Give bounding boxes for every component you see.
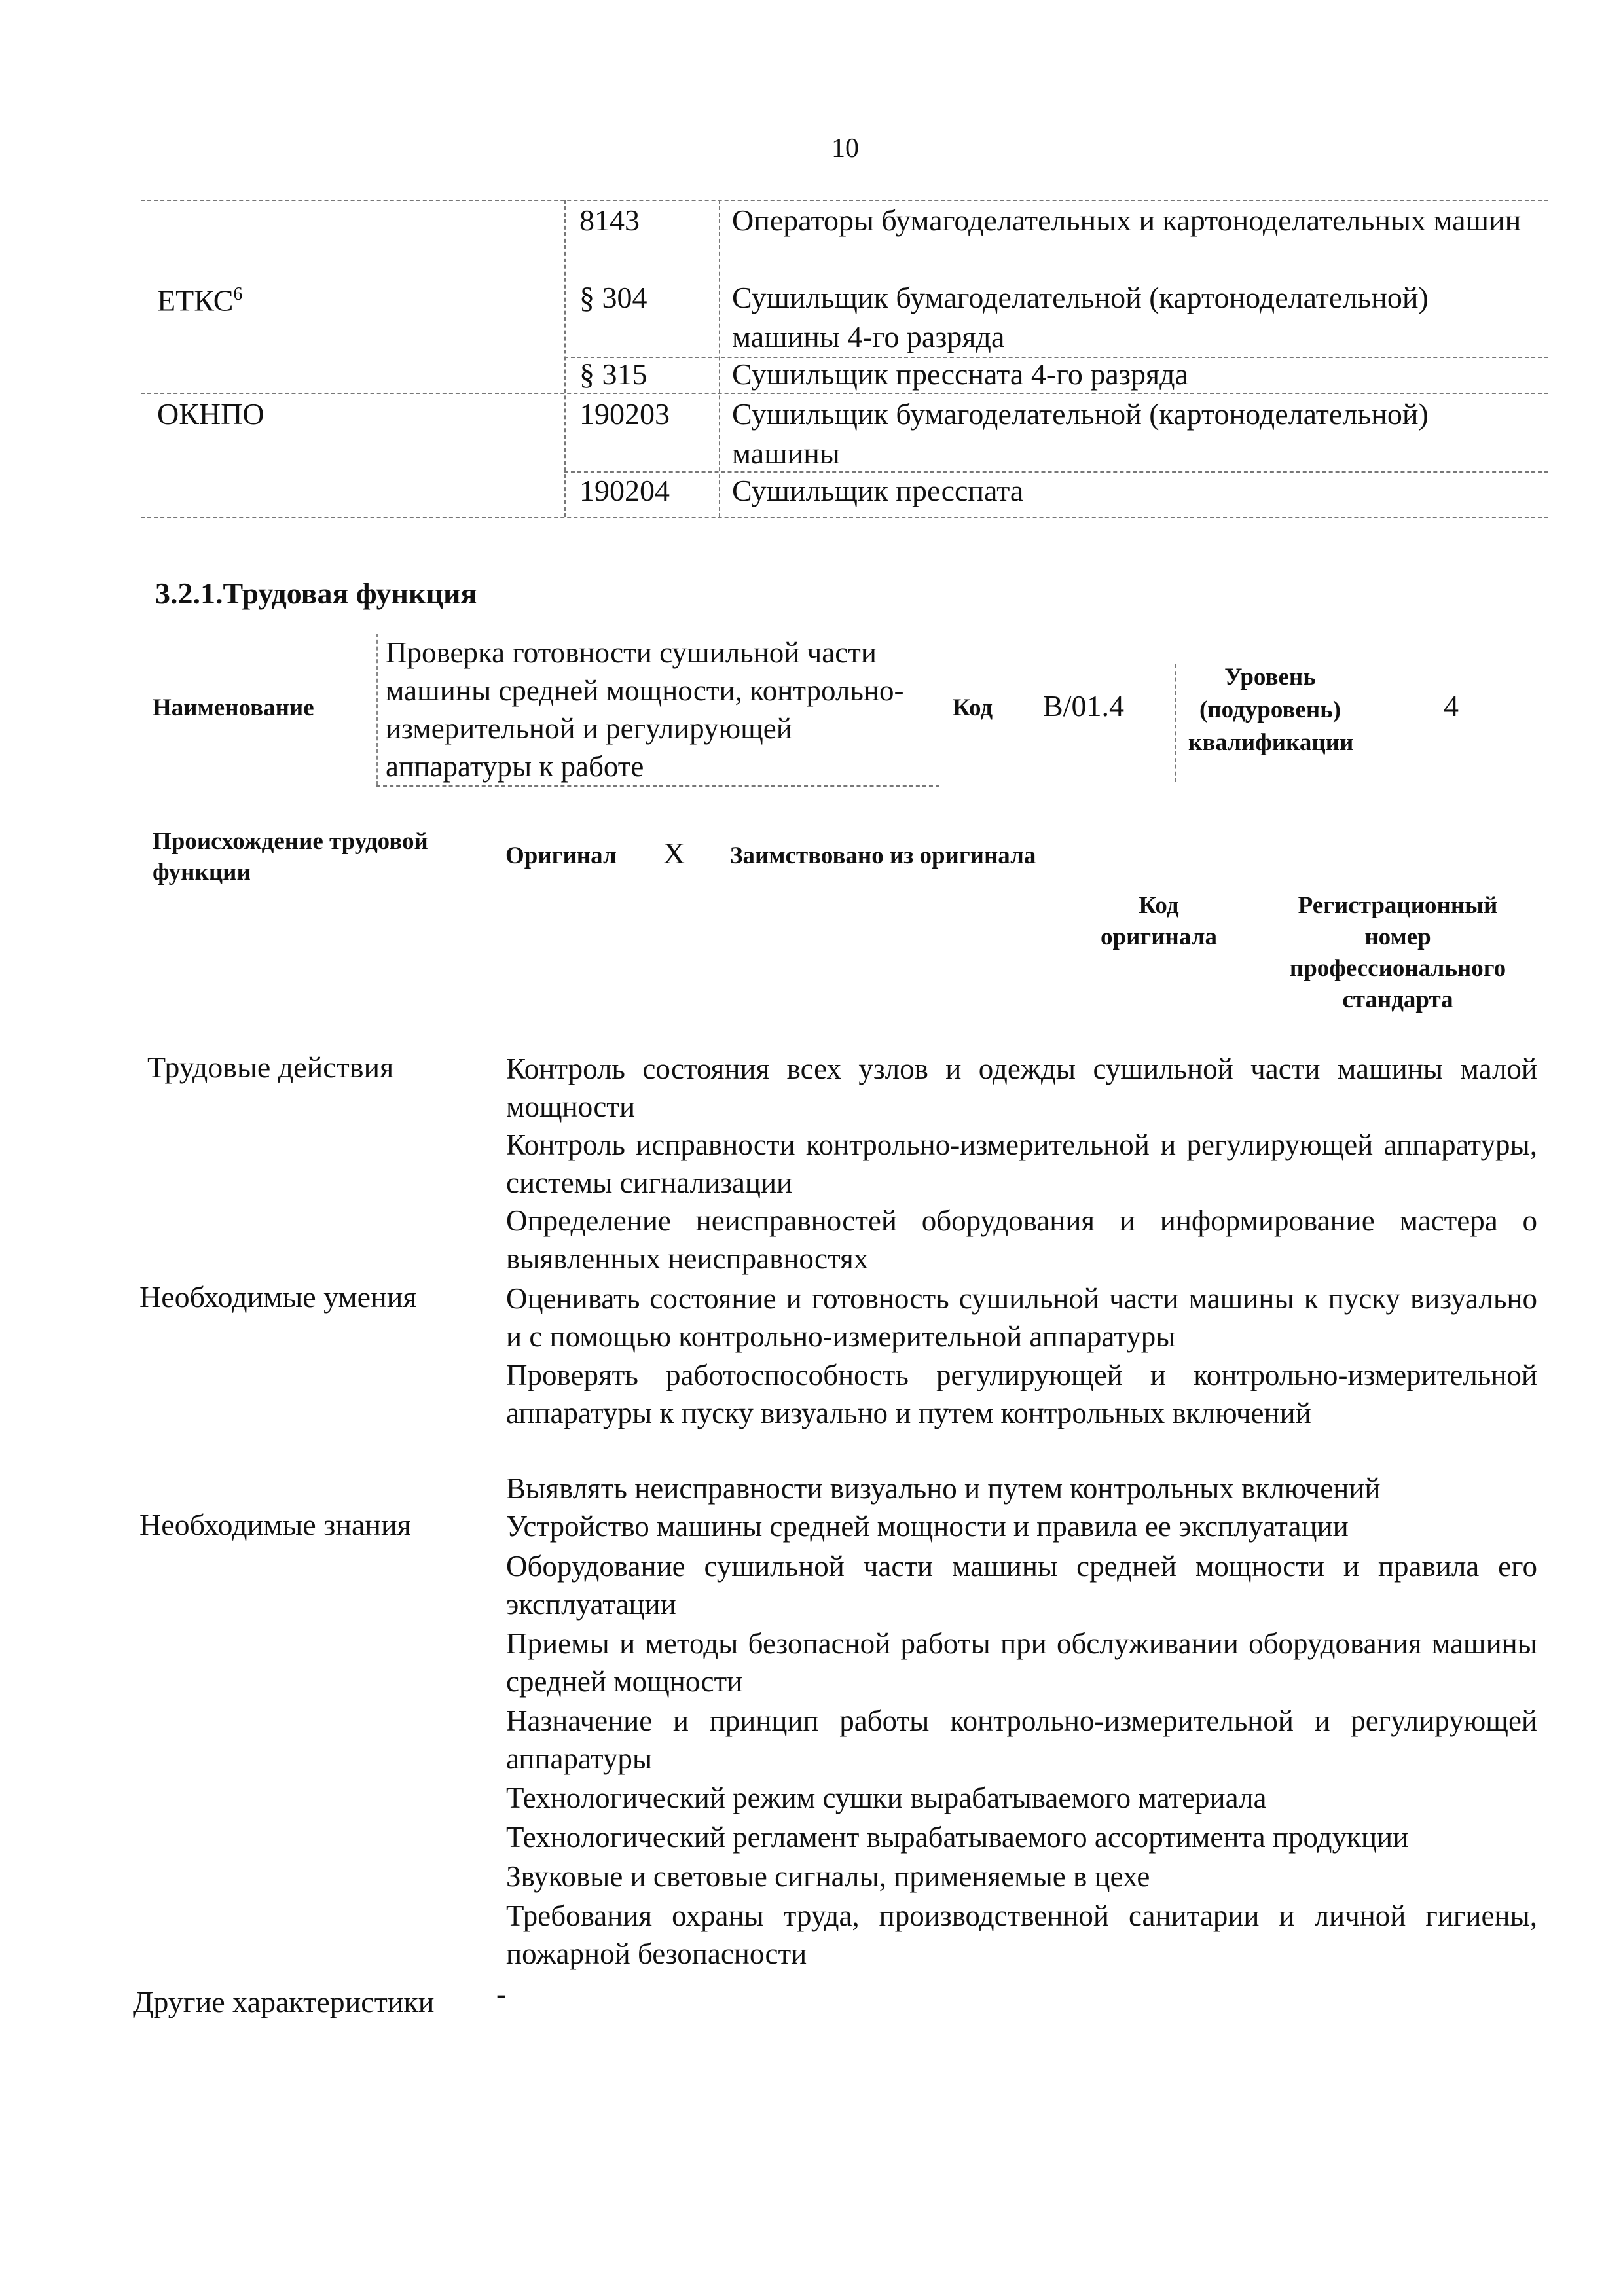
table-code: § 315 xyxy=(579,357,647,391)
table-title: Сушильщик бумагоделательной (картоноделательной) машины 4-го разряда xyxy=(732,281,1429,353)
table-title: Сушильщик пресспата xyxy=(732,474,1024,507)
section-title: 3.2.1.Трудовая функция xyxy=(155,577,477,610)
knowledge-item: Технологический регламент вырабатываемого ассортимента продукции xyxy=(506,1821,1409,1854)
knowledge-item: Требования охраны труда, производственной санитарии и личной гигиены, пожарной безопасности xyxy=(506,1899,1537,1970)
other-label: Другие характеристики xyxy=(133,1985,435,2018)
skill-item: Выявлять неисправности визуально и путем контрольных включений xyxy=(506,1472,1381,1505)
table-code: 190203 xyxy=(579,397,670,431)
level-value: 4 xyxy=(1444,689,1459,723)
level-divider xyxy=(1175,664,1176,782)
name-underline xyxy=(376,785,939,787)
action-item: Определение неисправностей оборудования и информирование мастера о выявленных неисправностях xyxy=(506,1204,1537,1275)
table-border-bottom xyxy=(141,517,1548,518)
knowledge-item: Устройство машины средней мощности и правила ее эксплуатации xyxy=(506,1510,1349,1543)
original-mark: X xyxy=(663,836,685,870)
group-label: ЕТКС xyxy=(157,283,234,317)
table-title: Операторы бумагоделательных и картоноделательных машин xyxy=(732,204,1522,237)
skill-item: Проверять работоспособность регулирующей и контрольно-измерительной аппаратуры к пуску визуально и путем контрольных включений xyxy=(506,1359,1537,1429)
original-label: Оригинал xyxy=(505,842,617,869)
code-value: B/01.4 xyxy=(1043,689,1124,723)
table-code: § 304 xyxy=(579,281,647,314)
table-title: Сушильщик бумагоделательной (картоноделательной) машины xyxy=(732,397,1429,470)
knowledge-item: Технологический режим сушки вырабатываемого материала xyxy=(506,1782,1267,1814)
other-value: - xyxy=(496,1977,506,2010)
origin-label: Происхождение трудовой функции xyxy=(153,828,428,886)
reg-number-label: Регистрационный номер профессионального стандарта xyxy=(1289,892,1506,1013)
table-group-oknpo: ОКНПО xyxy=(157,397,264,431)
knowledge-item: Звуковые и световые сигналы, применяемые в цехе xyxy=(506,1860,1150,1893)
table-title: Сушильщик прессната 4-го разряда xyxy=(732,357,1188,391)
action-item: Контроль состояния всех узлов и одежды сушильной части машины малой мощности xyxy=(506,1052,1537,1123)
knowledge-label: Необходимые знания xyxy=(139,1508,411,1541)
table-group-etks xyxy=(157,275,242,320)
skill-item: Оценивать состояние и готовность сушильной части машины к пуску визуально и с помощью контрольно-измерительной аппаратуры xyxy=(506,1282,1537,1353)
code-label: Код xyxy=(953,694,993,721)
level-label: Уровень (подуровень) квалификации xyxy=(1188,664,1354,756)
function-name: Проверка готовности сушильной части машины средней мощности, контрольно- измерительной и регулирующей аппаратуры к работе xyxy=(376,634,922,785)
actions-label: Трудовые действия xyxy=(147,1050,394,1084)
action-item: Контроль исправности контрольно-измерительной и регулирующей аппаратуры, системы сигнализации xyxy=(506,1128,1537,1199)
skills-label: Необходимые умения xyxy=(139,1280,417,1314)
footnote-marker: 6 xyxy=(233,284,243,304)
page-number: 10 xyxy=(831,134,859,164)
table-col-divider-2 xyxy=(719,200,720,517)
name-label: Наименование xyxy=(153,694,314,721)
borrowed-label: Заимствовано из оригинала xyxy=(730,842,1036,869)
knowledge-item: Назначение и принцип работы контрольно-измерительной и регулирующей аппаратуры xyxy=(506,1704,1537,1775)
knowledge-item: Приемы и методы безопасной работы при обслуживании оборудования машины средней мощности xyxy=(506,1627,1537,1698)
table-code: 8143 xyxy=(579,204,640,237)
knowledge-item: Оборудование сушильной части машины средней мощности и правила его эксплуатации xyxy=(506,1550,1537,1621)
table-col-divider-1 xyxy=(564,200,566,517)
table-code: 190204 xyxy=(579,474,670,507)
code-original-label: Код оригинала xyxy=(1101,892,1217,950)
